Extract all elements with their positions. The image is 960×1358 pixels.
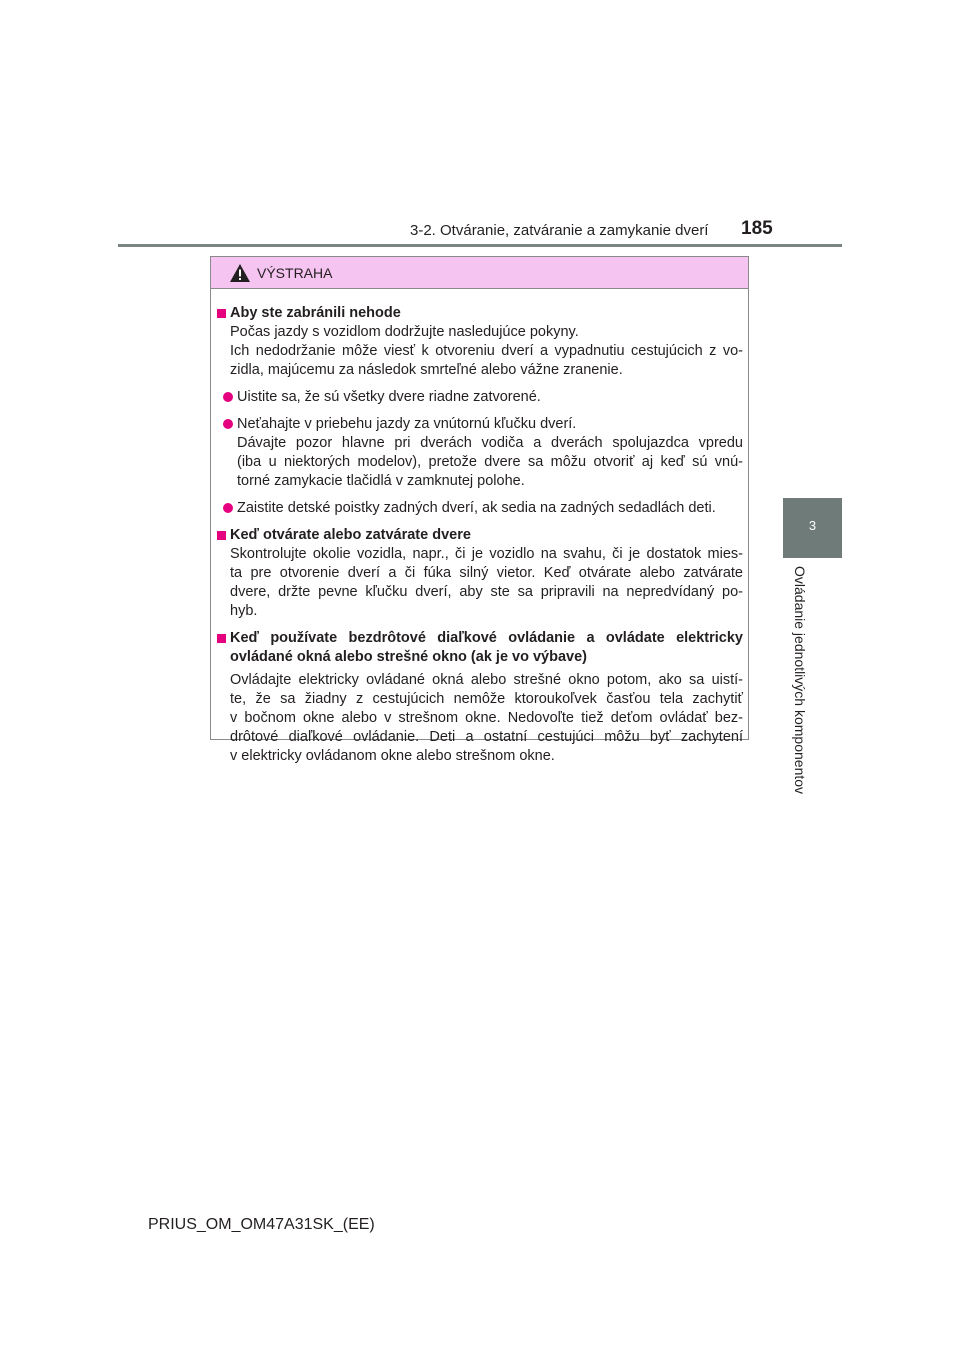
warning-title: VÝSTRAHA xyxy=(257,265,333,281)
section-text: Ovládajte elektricky ovládané okná alebo strešné okno potom, ako sa uistí- te, že sa žiadny z cestujúcich nemôže ktoroukoľvek časťou tela zachytiť v bočnom okne alebo v strešnom okne. Nedovoľte tiež deťom ovládať bez- drôtové diaľkové ovládanie. Deti a ostatní cestujúci môžu byť zachytení v elektricky ovládanom okne alebo strešnom okne. xyxy=(230,672,743,764)
bullet-item: Neťahajte v priebehu jazdy za vnútornú kľučku dverí. Dávajte pozor hlavne pri dverách vodiča a dverách spolujazdca vpredu (iba u niektorých modelov), pretože dvere sa môžu otvoriť aj keď sú vnú- torné zamykacie tlačidlá v zamknutej polohe. xyxy=(217,415,743,491)
section-heading: Aby ste zabránili nehode xyxy=(217,304,743,323)
page-number: 185 xyxy=(741,218,773,239)
section-title: 3-2. Otváranie, zatváranie a zamykanie dverí xyxy=(410,222,709,239)
warning-content xyxy=(217,301,743,766)
section-text: Skontrolujte okolie vozidla, napr., či je vozidlo na svahu, či je dostatok mies- ta pre otvorenie dverí a či fúka silný vietor. Keď otvárate alebo zatvárate dvere, držte pevne kľučku dverí, aby ste sa pripravili na nepredvídaný po- hyb. xyxy=(230,546,743,619)
page-header xyxy=(0,0,960,250)
square-bullet-icon xyxy=(217,634,226,643)
chapter-number: 3 xyxy=(808,518,817,533)
warning-triangle-icon xyxy=(229,263,251,283)
section-heading: Keď používate bezdrôtové diaľkové ovládanie a ovládate elektricky ovládané okná alebo strešné okno (ak je vo výbave) xyxy=(217,629,743,667)
bullet-item: Zaistite detské poistky zadných dverí, ak sedia na zadných sedadlách deti. xyxy=(217,499,743,518)
footer-code: PRIUS_OM_OM47A31SK_(EE) xyxy=(148,1216,375,1233)
chapter-tab xyxy=(783,498,842,558)
round-bullet-icon xyxy=(223,419,233,429)
warning-box xyxy=(210,256,749,764)
warning-header xyxy=(211,257,748,289)
bullet-item: Uistite sa, že sú všetky dvere riadne zatvorené. xyxy=(217,388,743,407)
square-bullet-icon xyxy=(217,531,226,540)
chapter-label: Ovládanie jednotlivých komponentov xyxy=(792,566,808,795)
header-rule xyxy=(118,244,842,247)
round-bullet-icon xyxy=(223,392,233,402)
section-text: Počas jazdy s vozidlom dodržujte nasledujúce pokyny. Ich nedodržanie môže viesť k otvoreniu dverí a vypadnutiu cestujúcich z vo- zidla, majúcemu za následok smrteľné alebo vážne zranenie. xyxy=(230,324,743,378)
square-bullet-icon xyxy=(217,309,226,318)
section-heading: Keď otvárate alebo zatvárate dvere xyxy=(217,526,743,545)
round-bullet-icon xyxy=(223,503,233,513)
chapter-label-wrapper xyxy=(784,566,808,806)
